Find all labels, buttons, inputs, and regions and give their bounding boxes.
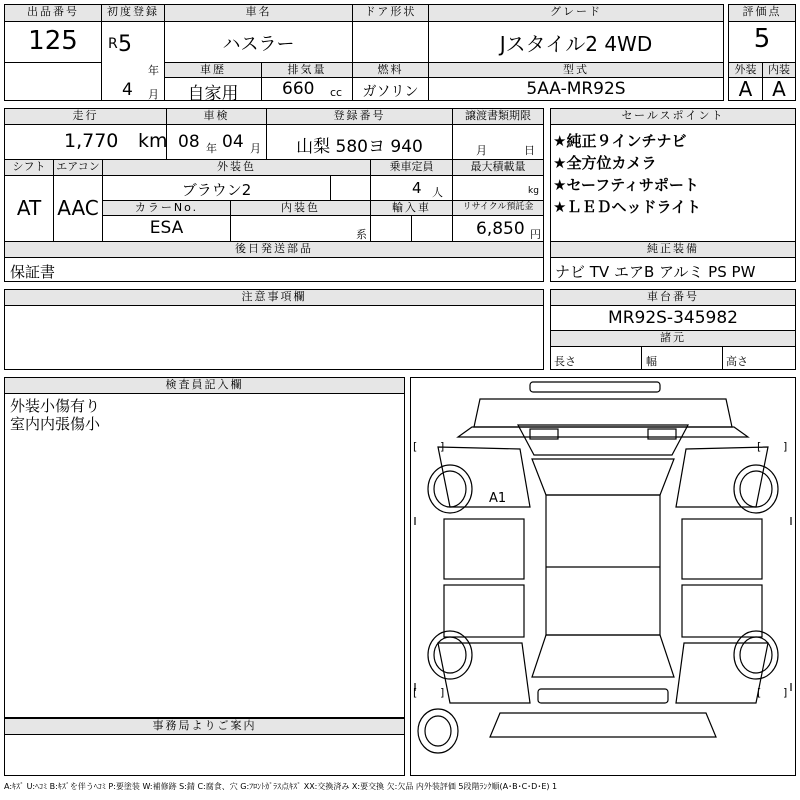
era-year: 5 [118,32,132,57]
sales-point-1: ★純正９インチナビ [553,132,687,150]
displacement: 660 [282,79,315,99]
grade: Jスタイル2 4WD [499,32,653,56]
score-header: 評価点 [728,4,796,22]
sales-point-4: ★ＬＥＤヘッドライト [553,198,701,216]
era: R [108,36,118,52]
sales-point-2: ★全方位カメラ [553,154,657,172]
fuel-header: 燃料 [352,62,429,78]
office-header: 事務局よりご案内 [4,718,405,735]
inspection-month: 04 [222,132,244,152]
mileage: 1,770 [64,130,119,152]
later-parts: 保証書 [10,263,56,281]
office-box [4,734,405,776]
reg-month: 4 [122,80,133,100]
inspection-year-unit: 年 [206,142,217,155]
sales-point-3: ★セーフティサポート [553,176,699,194]
car-diagram [410,377,796,776]
shift-header: シフト [4,159,54,176]
exterior: A [738,77,753,101]
interior: A [772,77,786,101]
score: 5 [753,24,771,54]
diagram-bracket-right-3: ] [440,686,445,699]
transfer-month: 月 [476,144,487,157]
inspection-month-unit: 月 [250,142,261,155]
diagram-bracket-left-2: [ [757,440,762,453]
car-name-header: 車名 [164,4,353,22]
color-no: ESA [149,218,184,238]
damage-mark-a1: A1 [489,491,507,506]
width-label: 幅 [646,355,657,368]
reg-no-header: 登録番号 [266,108,453,125]
mileage-header: 走行 [4,108,167,125]
color-no-header: カラーNo. [102,200,231,216]
genuine: ナビ TV エアB アルミ PS PW [555,263,756,281]
model-header: 型式 [428,62,724,78]
diagram-bracket-left-3: [ [413,686,418,699]
car-name: ハスラー [222,34,295,55]
transfer-header: 譲渡書類期限 [452,108,544,125]
inspection-header: 車検 [166,108,267,125]
legend: A:ｷｽﾞ U:ﾍｺﾐ B:ｷｽﾞを伴うﾍｺﾐ P:要塗装 W:補修跡 S:錆 C:腐食、穴 G:ﾌﾛﾝﾄｶﾞﾗｽ点ｷｽﾞ XX:交換済み X:要交換 欠:欠品 内外装評価 5段階ﾗﾝｸ順(A･B･C･D･E) 1 [4,782,558,791]
capacity-header: 乗車定員 [370,159,453,176]
notes-header: 注意事項欄 [4,289,544,306]
displacement-header: 排気量 [261,62,353,78]
diagram-bracket-left-4: [ [757,686,762,699]
later-parts-header: 後日発送部品 [4,241,544,258]
dims-header: 諸元 [550,330,796,347]
int-color-unit: 系 [356,228,367,241]
diagram-bracket-left: [ [413,440,418,453]
inspector-box [4,393,405,718]
capacity: 4 [412,179,422,197]
year-unit: 年 [148,64,159,77]
lot-no: 125 [28,26,78,56]
exterior-header: 外装 [728,62,763,78]
sales-header: セールスポイント [550,108,796,125]
height-label: 高さ [726,355,748,368]
capacity-unit: 人 [432,186,443,199]
door-header: ドア形状 [352,4,429,22]
recycle-unit: 円 [530,228,541,241]
import-header: 輸入車 [370,200,453,216]
inspector-header: 検査員記入欄 [4,377,405,394]
diagram-bracket-right-4: ] [783,686,788,699]
history-header: 車歴 [164,62,262,78]
shift: AT [16,196,42,220]
mileage-unit: km [138,130,168,152]
recycle-header: リサイクル預託金 [452,200,544,216]
reg-no: 山梨 580ヨ 940 [296,137,423,157]
chassis-header: 車台番号 [550,289,796,306]
lot-no-header: 出品番号 [4,4,102,22]
ac-header: エアコン [53,159,103,176]
genuine-header: 純正装備 [550,241,796,258]
chassis: MR92S-345982 [608,308,738,328]
inspection-year: 08 [178,132,200,152]
displacement-unit: cc [330,86,343,99]
length-label: 長さ [554,355,576,368]
history: 自家用 [187,84,239,104]
grade-header: グレード [428,4,724,22]
color: ブラウン2 [181,181,252,199]
ac: AAC [57,196,99,220]
recycle: 6,850 [476,219,525,239]
load-unit: kg [528,186,539,196]
diagram-bracket-right-2: ] [783,440,788,453]
inspector-note-2: 室内内張傷小 [10,415,101,433]
transfer-day: 日 [524,144,535,157]
door-cell [352,21,429,63]
inspector-note-1: 外装小傷有り [10,397,101,415]
load-header: 最大積載量 [452,159,544,176]
model: 5AA-MR92S [526,79,626,99]
month-unit: 月 [148,88,159,101]
first-reg-header: 初度登録 [101,4,165,22]
notes-box [4,305,544,370]
int-color-header: 内装色 [230,200,371,216]
interior-header: 内装 [762,62,796,78]
diagram-bracket-right: ] [440,440,445,453]
fuel: ガソリン [362,84,419,100]
color-header: 外装色 [102,159,371,176]
